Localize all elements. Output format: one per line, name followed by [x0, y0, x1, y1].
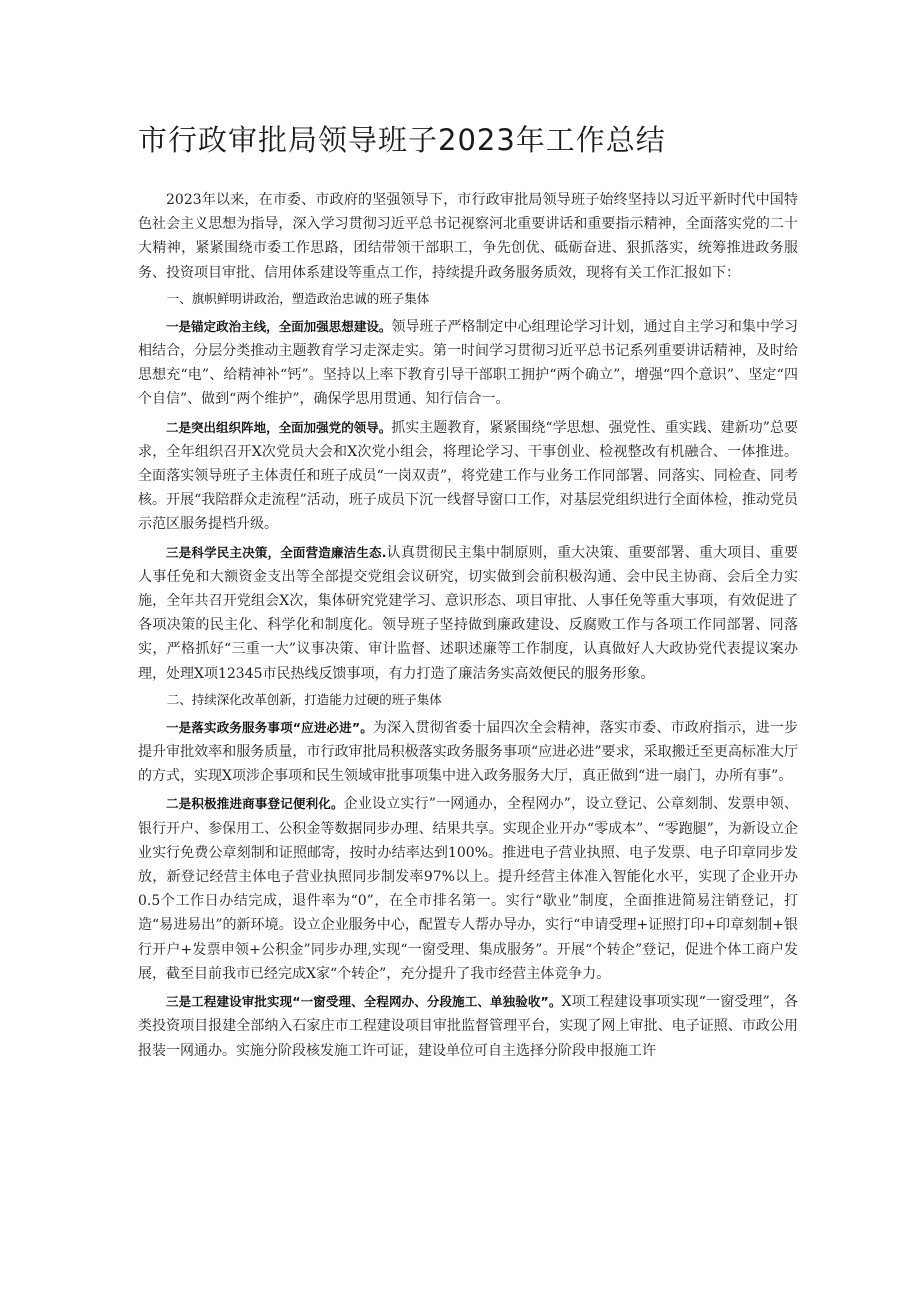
- document-page: [138, 120, 798, 1067]
- paragraph-text: 认真贯彻民主集中制原则，重大决策、重要部署、重大项目、重要人事任免和大额资金支出等全部提交党组会议研究，切实做到会前积极沟通、会中民主协商、会后全力实施，全年共召开党组会X次，集体研究党建学习、意识形态、项目审批、人事任免等重大事项，有效促进了各项决策的民主化、科学化和制度化。领导班子坚持做到廉政建设、反腐败工作与各项工作同部署、同落实，严格抓好“三重一大”议事决策、审计监督、述职述廉等工作制度，认真做好人大政协党代表提议案办理，处理X项12345市民热线反馈事项，有力打造了廉洁务实高效便民的服务形象。: [138, 544, 798, 682]
- paragraph-text: 为深入贯彻省委十届四次全会精神，落实市委、市政府指示，进一步提升审批效率和服务质量，市行政审批局积极落实政务服务事项“应进必进”要求，采取搬迁至更高标准大厅的方式，实现X项涉企事项和民生领域审批事项集中进入政务服务大厅，真正做到“进一扇门，办所有事”。: [138, 719, 799, 785]
- paragraph-text: 企业设立实行”一网通办，全程网办”，设立登记、公章刻制、发票申领、银行开户、参保用工、公积金等数据同步办理、结果共享。实现企业开办“零成本”、“零跑腿”，为新设立企业实行免费公章刻制和证照邮寄，按时办结率达到100%。推进电子营业执照、电子发票、电子印章同步发放，新登记经营主体电子营业执照同步制发率97%以上。提升经营主体准入智能化水平，实现了企业开办0.5个工作日办结完成，退件率为“0”，在全市排名第一。实行“歇业”制度，全面推进简易注销登记，打造“易进易出”的新环境。设立企业服务中心，配置专人帮办导办，实行“申请受理+证照打印+印章刻制+银行开户+发票申领+公积金”同步办理,实现“一窗受理、集成服务”。开展“个转企”登记，促进个体工商户发展，截至目前我市已经完成X家“个转企”，充分提升了我市经营主体竞争力。: [138, 796, 798, 982]
- paragraph-lead: 三是科学民主决策，全面营造廉洁生态.: [166, 544, 387, 560]
- body-paragraph: [138, 792, 798, 986]
- paragraph-text: 领导班子严格制定中心组理论学习计划，通过自主学习和集中学习相结合，分层分类推动主题教育学习走深走实。第一时间学习贯彻习近平总书记系列重要讲话精神，及时给思想充“电”、给精神补“钙”。坚持以上率下教育引导干部职工拥护“两个确立”，增强“四个意识”、坚定“四个自信”、做到“两个维护”，确保学思用贯通、知行信合一。: [138, 318, 798, 408]
- paragraph-lead: 二是突出组织阵地，全面加强党的领导。: [166, 419, 392, 435]
- section-heading: 二、持续深化改革创新，打造能力过硬的班子集体: [166, 691, 442, 707]
- paragraph-text: 抓实主题教育，紧紧围绕“学思想、强党性、重实践、建新功”总要求，全年组织召开X次党员大会和X次党小组会，将理论学习、干事创业、检视整改有机融合、一体推进。全面落实领导班子主体责任和班子成员“一岗双责”，将党建工作与业务工作同部署、同落实、同检查、同考核。开展“我陪群众走流程”活动，班子成员下沉一线督导窗口工作，对基层党组织进行全面体检，推动党员示范区服务提档升级。: [138, 419, 798, 533]
- paragraph-text: X项工程建设事项实现“一窗受理”，各类投资项目报建全部纳入石家庄市工程建设项目审批监督管理平台，实现了网上审批、电子证照、市政公用报装一网通办。实施分阶段核发施工许可证，建设单位可自主选择分阶段申报施工许: [138, 994, 799, 1059]
- intro-paragraph: 2023年以来，在市委、市政府的坚强领导下，市行政审批局领导班子始终坚持以习近平新时代中国特色社会主义思想为指导，深入学习贯彻习近平总书记视察河北重要讲话和重要指示精神，全面落实党的二十大精神，紧紧围绕市委工作思路，团结带领干部职工，争先创优、砥砺奋进、狠抓落实，统筹推进政务服务、投资项目审批、信用体系建设等重点工作，持续提升政务服务质效，现将有关工作汇报如下：: [138, 192, 798, 281]
- section-heading: 一、旗帜鲜明讲政治，塑造政治忠诚的班子集体: [166, 290, 430, 306]
- paragraph-lead: 三是工程建设审批实现“一窗受理、全程网办、分段施工、单独验收”。: [166, 994, 562, 1010]
- section-2: [138, 690, 798, 1063]
- body-paragraph: [138, 541, 798, 686]
- body-paragraph: [138, 990, 798, 1063]
- paragraph-lead: 二是积极推进商事登记便利化。: [166, 796, 344, 812]
- paragraph-lead: 一是锚定政治主线，全面加强思想建设。: [166, 318, 392, 334]
- body-paragraph: [138, 716, 798, 789]
- body-paragraph: [138, 315, 798, 412]
- document-title: 市行政审批局领导班子2023年工作总结: [138, 123, 666, 157]
- paragraph-lead: 一是落实政务服务事项“应进必进”。: [166, 719, 373, 735]
- section-1: [138, 289, 798, 686]
- body-paragraph: [138, 416, 798, 537]
